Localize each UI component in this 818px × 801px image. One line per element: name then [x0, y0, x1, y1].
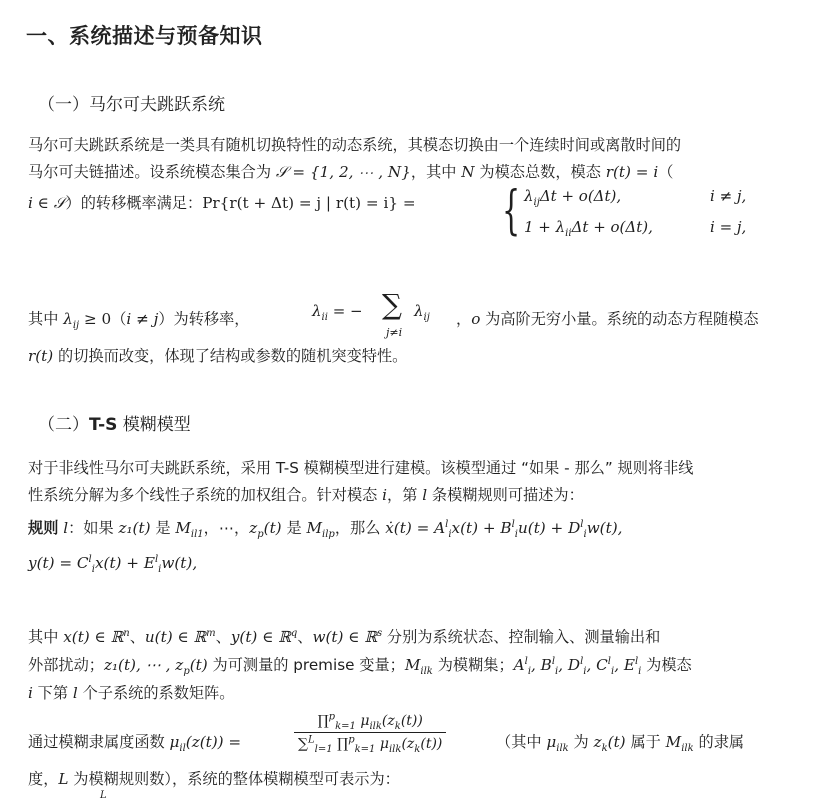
paragraph-line: ，o 为高阶无穷小量。系统的动态方程随模态	[456, 310, 759, 328]
fuzzy-rule-line: 规则 l：如果 z₁(t) 是 $M_{il1}$，⋯，$z_p(t)$ 是 $M_{ilp}$，那么 ẋ(t) = $A^l_ix(t) + B^l_iu(t) + D^l_iw(t)$,	[28, 518, 623, 541]
paragraph-line	[28, 161, 673, 183]
paragraph-line: 其中 x(t) ∈ ℝ$^n$、u(t) ∈ ℝ$^m$、y(t) ∈ ℝ$^q$、w(t) ∈ ℝ$^s$ 分别为系统状态、控制输入、测量输出和	[28, 627, 661, 646]
text: ，其中	[410, 163, 462, 181]
left-brace: {	[502, 181, 521, 241]
formula-rt: r(t) = i	[605, 163, 659, 181]
rule-label: 规则	[28, 519, 59, 537]
mode-set-formula: 𝒮 = {1, 2, ⋯ , N}	[275, 163, 411, 181]
text: 马尔可夫跳跃系统是一类具有随机切换特性的动态系统，其模态切换由一个连续时间或离散时间的	[28, 136, 682, 154]
paragraph-line: 度，L 为模糊规则数），系统的整体模糊模型可表示为：	[28, 770, 400, 788]
section-title-ts-fuzzy: （二）T-S 模糊模型	[38, 415, 191, 435]
paragraph-line: 其中 $\lambda_{ij} \ge 0(i \ne j)$为转移率，	[28, 310, 250, 332]
coefficient-matrices: $A^l_i$, $B^l_i$, $D^l_i$, $C^l_i$, $E^l_i$	[513, 655, 642, 678]
text: 马尔可夫链描述。设系统模态集合为	[28, 163, 276, 181]
paragraph-line: （其中 $\mu_{ilk}$ 为 $z_k(t)$ 属于 $M_{ilk}$ 的隶属	[496, 733, 745, 755]
formula-probability: Pr{r(t + Δt) = j | r(t) = i} =	[202, 194, 416, 212]
cut-off-formula-fragment: L	[100, 790, 107, 801]
sigma-symbol: ∑	[382, 288, 402, 321]
state-equation: ẋ(t) = $A^l_ix(t) + B^l_iu(t) + D^l_iw(t)$,	[385, 518, 623, 541]
output-equation: $y(t) = C^l_ix(t) + E^l_iw(t)$,	[28, 553, 198, 576]
text: 为模态总数，模态	[474, 163, 606, 181]
fraction-denominator: ∑$^L_{l=1}$ ∏$^p_{k=1}$ $\mu_{ilk}(z_k(t))$	[298, 734, 443, 755]
case-condition: i ≠ j,	[710, 187, 747, 205]
heading-level1: 一、系统描述与预备知识	[26, 24, 263, 48]
text: ）的转移概率满足：	[65, 194, 203, 212]
document: 一、系统描述与预备知识 （一）马尔可夫跳跃系统 马尔可夫跳跃系统是一类具有随机切换特性的动态系统，其模态切换由一个连续时间或离散时间的 马尔可夫链描述。设系统模态集合为 𝒮 = {1, 2, ⋯ , N}，其中 N 为模态总数，模态 r(t) = i（ i ∈ 𝒮）的转移概率满足：Pr{r(t + Δt) = j | r(t) = i} = { $\lambda_{ij}\Delta t + o(\Delta t)$, i ≠ j, $1 + \lambda_{ii}\Delta t + o(\Delta t)$, i = j, 其中 $\lambda_{ij} \ge 0(i \ne j)$为转移率， $\lambda_{ii}$ = − ∑ j≠i $\lambda_{ij}$ ，o 为高阶无穷小量。系统的动态方程随模态 r(t) 的切换而改变，体现了结构或参数的随机突变特性。 （二）T-S 模糊模型 对于非线性马尔可夫跳跃系统，采用 T-S 模糊模型进行建模。该模型通过 “如果 - 那么” 规则将非线 性系统分解为多个线性子系统的加权组合。针对模态 i，第 l 条模糊规则可描述为： 规则 l：如果 z₁(t) 是 $M_{il1}$，⋯，$z_p(t)$ 是 $M_{ilp}$，那么 ẋ(t) = $A^l_ix(t) + B^l_iu(t) + D^l_iw(t)$, $y(t) = C^l_ix(t) + E^l_iw(t)$, 其中 x(t) ∈ ℝ$^n$、u(t) ∈ ℝ$^m$、y(t) ∈ ℝ$^q$、w(t) ∈ ℝ$^s$ 分别为系统状态、控制输入、测量输出和 外部扰动；z₁(t), ⋯ , $z_p(t)$ 为可测量的 premise 变量；$M_{ilk}$ 为模糊集；$A^l_i$, $B^l_i$, $D^l_i$, $C^l_i$, $E^l_i$ 为模态 i 下第 l 个子系统的系数矩阵。 通过模糊隶属度函数 $\mu_{il}(z(t))$ = $\frac{\prod^p_{k=1} \mu_{ilk}(z_k(t))}{\sum^L_{l=1} \prod^p_{k=1} \mu_{ilk}(z_k(t))}$ （其中 $\mu_{ilk}$ 为 $z_k(t)$ 属于 $M_{ilk}$ 的隶属 度，L 为模糊规则数），系统的整体模糊模型可表示为： L	[0, 0, 818, 801]
paragraph-line: 通过模糊隶属度函数 $\mu_{il}(z(t))$ =	[28, 733, 242, 755]
fraction-numerator: ∏$^p_{k=1}$ $\mu_{ilk}(z_k(t))$	[294, 710, 446, 733]
formula-N: N	[461, 163, 475, 181]
paragraph-line: 对于非线性马尔可夫跳跃系统，采用 T-S 模糊模型进行建模。该模型通过 “如果 - 那么” 规则将非线	[28, 459, 694, 477]
formula-i-in-s: i ∈ 𝒮	[28, 194, 66, 212]
paragraph-line: i 下第 l 个子系统的系数矩阵。	[28, 684, 235, 702]
paragraph-line	[28, 134, 681, 156]
paragraph-line: 外部扰动；z₁(t), ⋯ , $z_p(t)$ 为可测量的 premise 变量；$M_{ilk}$ 为模糊集；$A^l_i$, $B^l_i$, $D^l_i$, $C^l_i$, $E^l_i$ 为模态	[28, 655, 692, 678]
paragraph-line	[28, 192, 416, 214]
case-row-1: $\lambda_{ij}\Delta t + o(\Delta t)$, i ≠ j,	[524, 187, 747, 208]
case-condition: i = j,	[710, 218, 747, 236]
paragraph-line: r(t) 的切换而改变，体现了结构或参数的随机突变特性。	[28, 347, 408, 365]
section-title-markov: （一）马尔可夫跳跃系统	[38, 95, 225, 115]
case-row-2: $1 + \lambda_{ii}\Delta t + o(\Delta t)$, i = j,	[524, 218, 747, 239]
membership-fraction	[292, 710, 448, 755]
text: （	[658, 163, 674, 181]
formula-lambda-ij: $\lambda_{ij} \ge 0$	[63, 310, 112, 332]
paragraph-line: 性系统分解为多个线性子系统的加权组合。针对模态 i，第 l 条模糊规则可描述为：	[28, 486, 584, 504]
